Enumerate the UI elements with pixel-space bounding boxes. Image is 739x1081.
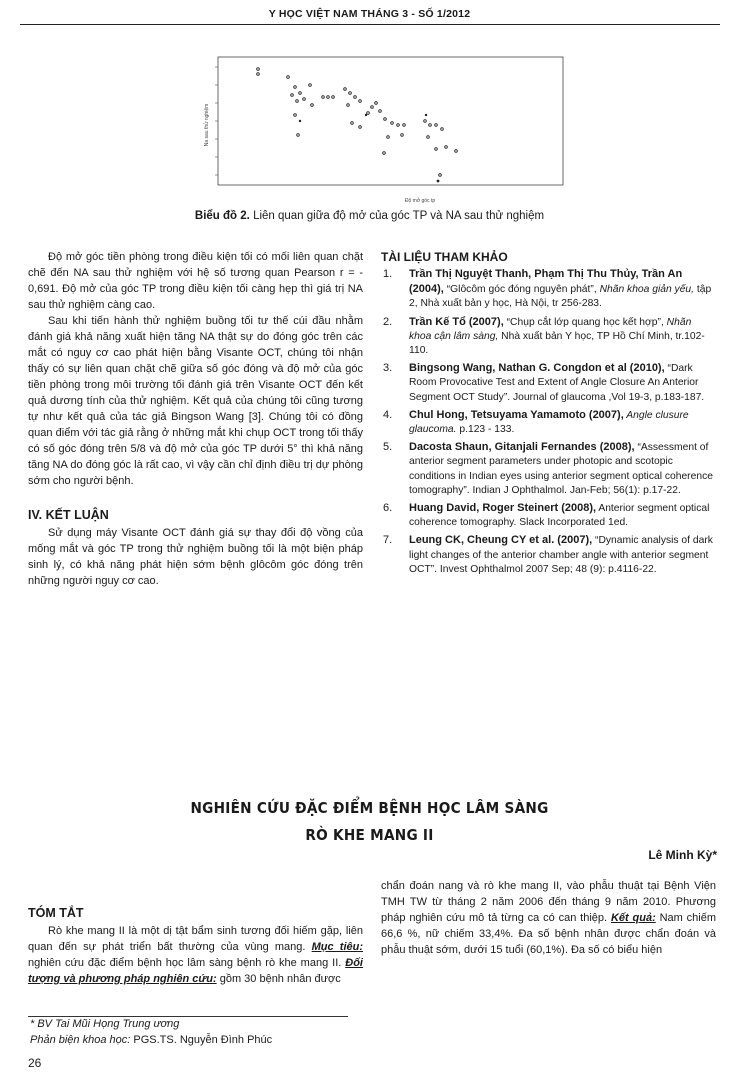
filled-points [299,114,440,183]
abstract-right-column [381,878,716,958]
reference-item: 7. Leung CK, Cheung CY et al. (2007), “Dynamic analysis of dark light changes of the anterior chamber angle with anterior segment OCT”. Invest Ophthalmol 2007 Sep; 48 (9): p.4116-22. [383,534,713,575]
figure-caption [0,210,739,222]
header-rule [20,24,720,25]
abstract-heading: TÓM TẮT [28,906,84,920]
result-label: Kết quả: [610,912,656,924]
abstract-continuation: chẩn đoán nang và rò khe mang II, vào phẫu thuật tại Bệnh Viện TMH TW từ tháng 2 năm 2006 đến tháng 9 năm 2010. Phương pháp nghiên cứu mô tả từng ca có can thiệp. Kết quả: Nam chiếm 66,6 %, nữ chiếm 33,4%. Đa số bệnh nhân được chẩn đoán và phẫu thuật sớm, dưới 15 tuổi (60,1%). Đa số có biểu hiện [381,880,717,956]
y-axis-label: Na sau thử nghiệm [204,103,210,147]
reference-item: 5. Dacosta Shaun, Gitanjali Fernandes (2008), “Assessment of anterior segment parameters under photopic and scotopic conditions in Indian eyes using anterior segment optical coherence tomography”. Indian J Ophthalmol. Jan-Feb; 56(1): p.17-22. [383,441,713,496]
figure-caption-text: Liên quan giữa độ mở của góc TP và NA sau thử nghiệm [253,210,545,222]
affiliation-footnote: * BV Tai Mũi Họng Trung ương [30,1018,180,1030]
references-heading: TÀI LIỆU THAM KHẢO [381,250,508,264]
article-title-line-2: RÒ KHE MANG II [305,826,434,844]
running-header: Y HỌC VIỆT NAM THÁNG 3 - SỐ 1/2012 [268,8,471,20]
aim-label: Mục tiêu: [311,941,363,953]
reference-item: 3. Bingsong Wang, Nathan G. Congdon et al (2010), “Dark Room Provocative Test and Extent of Angle Closure An Anterior Segment OCT Study”. Journal of glaucoma ,Vol 19-3, p.183-187. [383,362,705,403]
article-author: Lê Minh Kỳ* [648,848,717,862]
page-number: 26 [28,1056,42,1070]
y-axis-ticks [215,67,218,175]
x-axis-label: Độ mở góc tp [404,198,436,204]
scatter-points [257,68,458,177]
body-paragraph-1: Độ mở góc tiền phòng trong điều kiện tối có mối liên quan chặt chẽ đến NA sau thử nghiệm với hệ số tương quan Pearson r = - 0,691. Độ mở của góc TP trong điều kiện tối càng hẹp thì giá trị NA sau thử nghiệm càng cao. [28,251,363,311]
figure-caption-label: Biểu đồ 2. [194,210,250,222]
body-paragraph-2: Sau khi tiến hành thử nghiệm buồng tối tư thế cúi đầu nhằm đánh giá khả năng xuất hiện tăng NA thật sự do đóng góc trên các mắt có nguy cơ cao phát hiện bằng Visante OCT, chúng tôi nhận thấy có sự liên quan chặt chẽ giữa số góc đóng và độ mở của góc tiền phòng trong môi trường tối đánh giá trên Visante OCT đến kết quả dương tính của thử nghiệm. Kết quả của chúng tôi cũng tương tự như kết quả của tác giả Bingson Wang [3]. Chúng tôi có đồng quan điểm với tác giả rằng ở những mắt khi chụp OCT trong tối thấy có số góc đóng trên 5/8 và độ mở của góc TP dưới 5° thì khả năng tăng NA do đóng góc là rất cao, vì vậy cần chỉ định điều trị dự phòng sớm cho người bệnh. [28,315,363,487]
reference-item: 6. Huang David, Roger Steinert (2008), Anterior segment optical coherence tomography. Slack Incorporated 1ed. [383,502,710,529]
scatter-plot-figure [200,55,570,205]
abstract-paragraph: Rò khe mang II là một dị tật bẩm sinh tương đối hiếm gặp, liên quan đến sự phát triển bất thường của vùng mang. Mục tiêu: nghiên cứu đặc điểm bệnh học lâm sàng bệnh rò khe mang II. Đối tượng và phương pháp nghiên cứu: gồm 30 bệnh nhân được [28,925,363,985]
footnote-rule [28,1016,348,1017]
reference-item: 1. Trần Thị Nguyệt Thanh, Phạm Thị Thu Thủy, Trần An (2004), “Glôcôm góc đóng nguyên phát”, Nhãn khoa giản yếu, tập 2, Nhà xuất bản y học, Hà Nội, tr 256-283. [383,268,712,310]
left-column [28,249,363,589]
article-title-line-1: NGHIÊN CỨU ĐẶC ĐIỂM BỆNH HỌC LÂM SÀNG [190,799,549,817]
scatter-plot [200,55,570,205]
references-column [381,249,716,580]
reference-item: 4. Chul Hong, Tetsuyama Yamamoto (2007), Angle clusure glaucoma. p.123 - 133. [383,408,689,436]
abstract-left-column [28,905,363,987]
conclusion-heading: IV. KẾT LUẬN [28,508,109,522]
reference-list [381,267,716,577]
reviewer-footnote: Phản biện khoa học: PGS.TS. Nguyễn Đình Phúc [30,1034,273,1046]
conclusion-paragraph: Sử dụng máy Visante OCT đánh giá sự thay đổi độ vồng của mống mắt và góc TP trong thử nghiệm buồng tối là một biện pháp sinh lý, có khả năng phát hiện sớm bệnh glôcôm góc đóng trên những người nguy cơ cao. [28,527,363,587]
method-label: Đối tượng và phương pháp nghiên cứu: [28,957,363,985]
reference-item: 2. Trần Kế Tổ (2007), “Chụp cắt lớp quang học kết hợp”, Nhãn khoa cận lâm sàng, Nhà xuất bản Y học, TP Hồ Chí Minh, tr.102-110. [383,315,705,357]
plot-frame [218,57,563,185]
article-title [44,795,694,849]
